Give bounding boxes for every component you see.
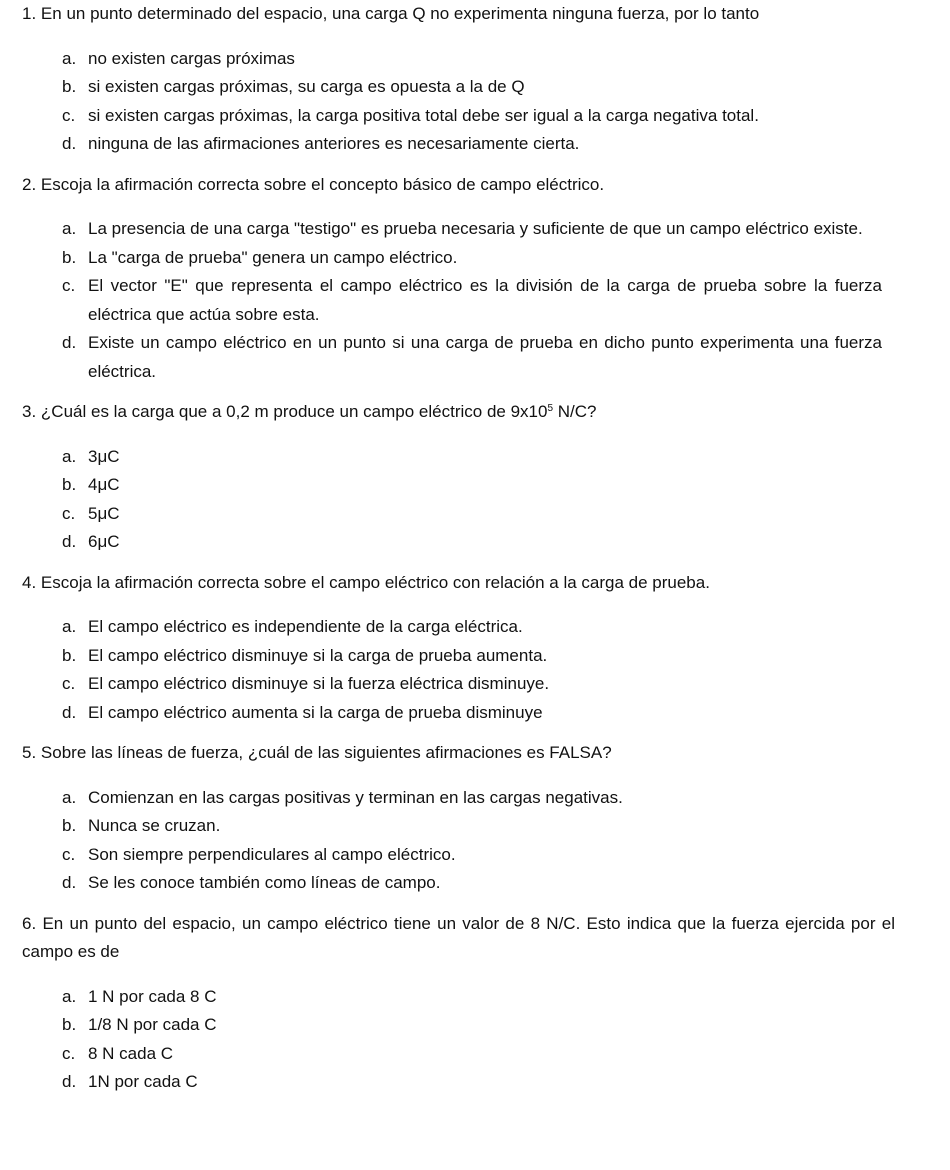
question-body: Sobre las líneas de fuerza, ¿cuál de las siguientes afirmaciones es FALSA? (40, 743, 612, 762)
option-letter: a. (62, 617, 77, 636)
option-text: no existen cargas próximas (88, 48, 295, 68)
options-list (22, 443, 900, 557)
option-text: Existe un campo eléctrico en un punto si una carga de prueba en dicho punto experimenta una fuerza eléctrica. (88, 333, 882, 381)
option-letter: a. (62, 219, 77, 238)
option-text: 8 N cada C (88, 1043, 174, 1063)
question-number: 2. (22, 174, 37, 194)
option-text: El campo eléctrico disminuye si la carga de prueba aumenta. (88, 645, 548, 665)
option-text: 3μC (88, 446, 120, 466)
question-number: 1. (22, 4, 37, 23)
option-c (62, 1040, 882, 1069)
options-list (22, 215, 900, 386)
option-text: 1 N por cada 8 C (88, 986, 217, 1006)
question-body-end: N/C? (553, 402, 597, 421)
question-1 (22, 0, 900, 159)
options-list (22, 784, 900, 898)
option-d (62, 1068, 882, 1097)
option-text: El campo eléctrico disminuye si la fuerza eléctrica disminuye. (88, 674, 550, 693)
option-b (62, 812, 882, 841)
question-text (22, 171, 895, 200)
option-letter: a. (62, 48, 77, 68)
option-letter: a. (62, 446, 77, 466)
option-letter: c. (62, 674, 76, 693)
option-letter: d. (62, 532, 77, 551)
option-c (62, 102, 882, 131)
option-text: Se les conoce también como líneas de campo. (88, 873, 441, 892)
option-letter: b. (62, 816, 77, 835)
question-number: 4. (22, 572, 37, 592)
option-c (62, 500, 882, 529)
question-2 (22, 171, 900, 387)
option-text: 1/8 N por cada C (88, 1015, 217, 1034)
option-b (62, 642, 882, 671)
option-letter: c. (62, 1043, 76, 1063)
option-text: 6μC (88, 532, 120, 551)
exponent: 5 (547, 403, 553, 414)
question-5 (22, 739, 900, 898)
option-a (62, 443, 882, 472)
option-b (62, 244, 882, 273)
question-text (22, 0, 895, 29)
option-text: si existen cargas próximas, su carga es opuesta a la de Q (88, 77, 525, 96)
option-text: La "carga de prueba" genera un campo eléctrico. (88, 247, 458, 267)
option-letter: d. (62, 134, 77, 153)
option-a (62, 45, 882, 74)
option-text: ninguna de las afirmaciones anteriores es necesariamente cierta. (88, 134, 580, 153)
option-a (62, 215, 882, 244)
options-list (22, 983, 900, 1097)
question-text (22, 398, 895, 427)
option-d (62, 528, 882, 557)
option-letter: b. (62, 475, 77, 494)
option-letter: c. (62, 105, 76, 125)
option-d (62, 699, 882, 728)
options-list (22, 613, 900, 727)
option-letter: d. (62, 1072, 77, 1091)
question-body: En un punto del espacio, un campo eléctrico tiene un valor de 8 N/C. Esto indica que la fuerza ejercida por el campo es de (22, 913, 895, 961)
option-text: El campo eléctrico es independiente de la carga eléctrica. (88, 617, 523, 636)
option-letter: d. (62, 873, 77, 892)
options-list (22, 45, 900, 159)
option-text: Nunca se cruzan. (88, 816, 221, 835)
option-c (62, 670, 882, 699)
question-number: 5. (22, 743, 37, 762)
option-b (62, 1011, 882, 1040)
question-body: Escoja la afirmación correcta sobre el campo eléctrico con relación a la carga de prueba. (40, 572, 710, 592)
option-c (62, 272, 882, 329)
option-b (62, 471, 882, 500)
question-4 (22, 569, 900, 728)
question-text (22, 569, 895, 598)
option-d (62, 869, 882, 898)
question-3 (22, 398, 900, 557)
option-letter: c. (62, 503, 76, 523)
question-number: 6. (22, 913, 37, 933)
option-a (62, 613, 882, 642)
question-6 (22, 910, 900, 1097)
option-text: Son siempre perpendiculares al campo eléctrico. (88, 844, 456, 864)
question-number: 3. (22, 402, 37, 421)
option-text: El vector "E" que representa el campo eléctrico es la división de la carga de prueba sobre la fuerza eléctrica que actúa sobre esta. (88, 276, 882, 324)
option-letter: b. (62, 77, 77, 96)
option-d (62, 130, 882, 159)
option-letter: b. (62, 645, 77, 665)
option-letter: b. (62, 1015, 77, 1034)
question-text (22, 739, 895, 768)
option-letter: c. (62, 844, 76, 864)
option-b (62, 73, 882, 102)
option-letter: c. (62, 276, 76, 295)
option-d (62, 329, 882, 386)
option-letter: b. (62, 247, 77, 267)
option-letter: d. (62, 333, 77, 352)
option-text: 4μC (88, 475, 120, 494)
option-letter: a. (62, 986, 77, 1006)
option-c (62, 841, 882, 870)
question-body: En un punto determinado del espacio, una carga Q no experimenta ninguna fuerza, por lo tanto (40, 4, 760, 23)
option-letter: d. (62, 702, 77, 722)
question-text (22, 910, 895, 967)
option-text: 5μC (88, 503, 120, 523)
question-body: Escoja la afirmación correcta sobre el concepto básico de campo eléctrico. (40, 174, 605, 194)
option-text: La presencia de una carga "testigo" es prueba necesaria y suficiente de que un campo eléctrico existe. (88, 219, 863, 238)
option-a (62, 784, 882, 813)
option-letter: a. (62, 787, 77, 807)
option-a (62, 983, 882, 1012)
question-body: ¿Cuál es la carga que a 0,2 m produce un campo eléctrico de 9x10 (40, 402, 548, 421)
option-text: si existen cargas próximas, la carga positiva total debe ser igual a la carga negativa total. (88, 105, 759, 125)
option-text: El campo eléctrico aumenta si la carga de prueba disminuye (88, 702, 543, 722)
option-text: 1N por cada C (88, 1072, 198, 1091)
option-text: Comienzan en las cargas positivas y terminan en las cargas negativas. (88, 787, 623, 807)
